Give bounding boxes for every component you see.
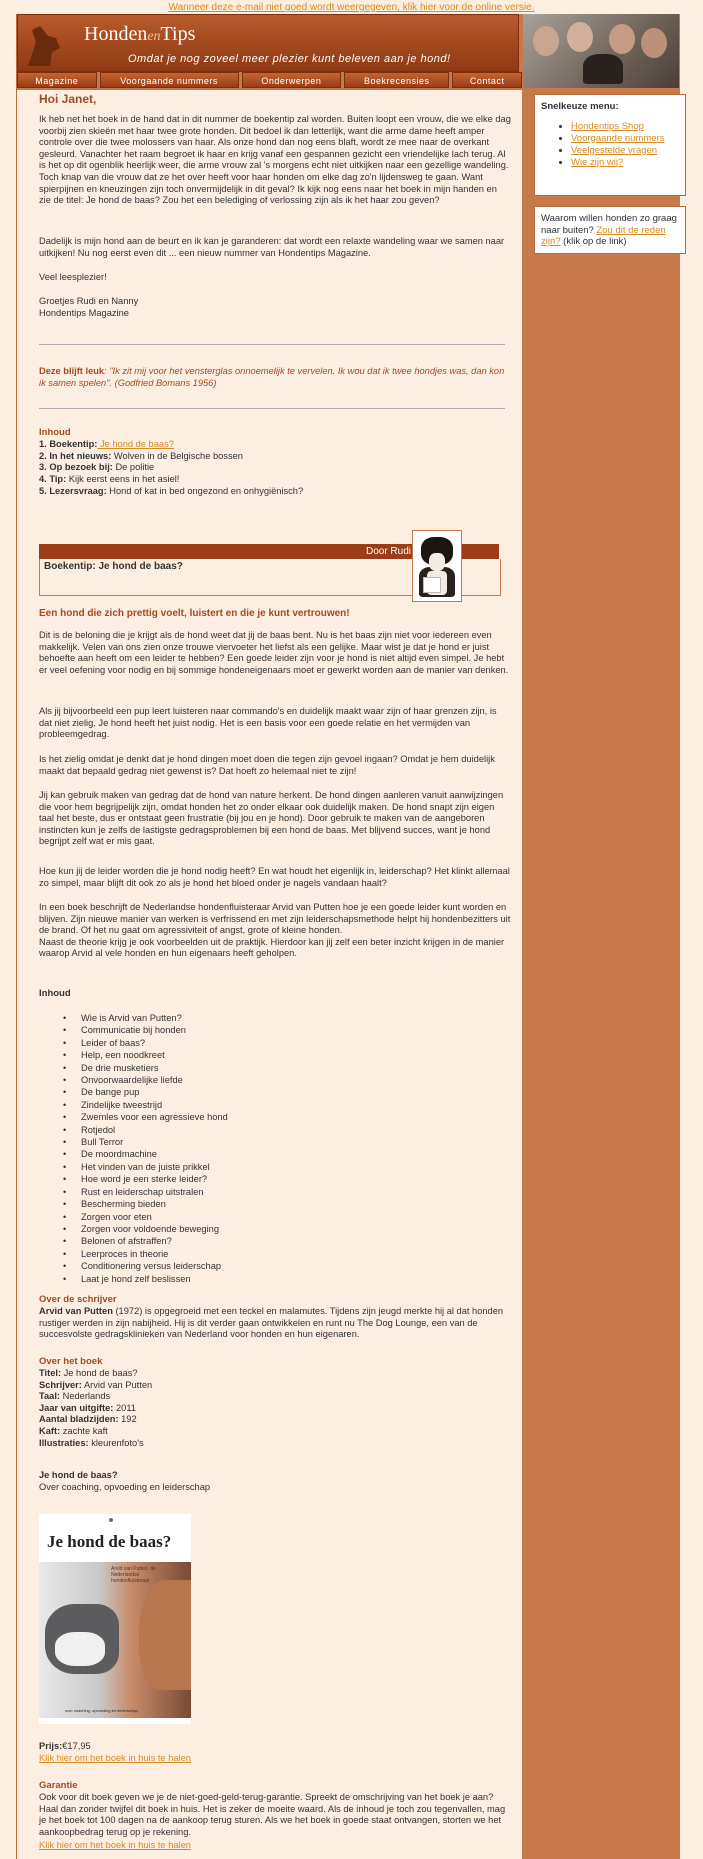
- intro-paragraph: Ik heb net het boek in de hand dat in dit nummer de boekentip zal worden. Buiten loopt een vrouw, die we elke dag voorbij zien skieën met haar twee grote honden. Dit bedoel ik dan letterlijk, want die arme dame heeft amper controle over die twee molossers van haar. Als onze hond dan nog eens blaft, wordt ze mee naar de overkant gesleurd. Vanachter het raam begroet ik haar en krijg vanaf een gespannen gezicht een vriendelijke lach terug. Al is het op dit ogenblik heerlijk weer, die arme vrouw zal 's morgens echt niet uitkijken naar een gezellige wandeling. Toch knap van die vrouw dat ze het over heeft voor haar honden om elke dag zo'n lijdensweg te gaan. Want spierpijnen en kneuzingen zijn toch onvermijdelijk in dit geval? Ik kijk nog eens naar het boek in mijn handen en zie de titel: Je hond de baas? Zou het een belediging of verlossing zijn als ik het haar zou geven?: [39, 114, 511, 206]
- list-item: • Help, een noodkreet: [81, 1049, 461, 1061]
- toc-item-label: 5. Lezersvraag:: [39, 485, 107, 496]
- online-version-link[interactable]: Wanneer deze e-mail niet goed wordt weergegeven, klik hier voor de online versie.: [168, 2, 535, 13]
- price-value: €17,95: [62, 1741, 91, 1751]
- why-outside-link[interactable]: Zou dit de reden zijn?: [541, 224, 666, 247]
- book-info-value: zachte kaft: [60, 1425, 108, 1436]
- contents-title: Inhoud: [39, 988, 71, 999]
- quick-menu-item: [571, 121, 679, 133]
- main-content: [17, 90, 522, 1859]
- quick-menu-title: Snelkeuze menu:: [541, 101, 619, 112]
- list-item: • Laat je hond zelf beslissen: [81, 1273, 461, 1285]
- list-item: • Bull Terror: [81, 1136, 461, 1148]
- list-item: • Belonen of afstraffen?: [81, 1235, 461, 1247]
- author-title: Over de schrijver: [39, 1294, 117, 1305]
- quick-menu-item: [571, 145, 679, 157]
- list-item: • Onvoorwaardelijke liefde: [81, 1074, 461, 1086]
- book-info-key: Aantal bladzijden:: [39, 1414, 119, 1425]
- divider: [39, 408, 505, 409]
- guarantee-title: Garantie: [39, 1780, 78, 1791]
- book-cover-title: Je hond de baas?: [47, 1532, 172, 1551]
- book-info-row: [39, 1403, 511, 1415]
- list-item: • Zindelijke tweestrijd: [81, 1099, 461, 1111]
- contents-list: [81, 1012, 461, 1285]
- main-nav: [17, 72, 522, 88]
- book-info-list: [39, 1368, 511, 1449]
- list-item: • Zorgen voor eten: [81, 1211, 461, 1223]
- quick-menu-link-previous[interactable]: Voorgaande nummers: [571, 132, 665, 144]
- book-info-row: [39, 1438, 511, 1450]
- toc-item: [39, 451, 511, 463]
- toc-item-text: Kijk eerst eens in het asiel!: [66, 474, 180, 485]
- why-outside-box: [534, 206, 686, 254]
- list-item: • Rotjedol: [81, 1124, 461, 1136]
- toc-link-book-tip[interactable]: Je hond de baas?: [97, 439, 174, 449]
- toc-item-text: De politie: [112, 462, 155, 473]
- quick-menu-box: [534, 94, 686, 196]
- list-item: • Bescherming bieden: [81, 1198, 461, 1210]
- list-item: • Het vinden van de juiste prikkel: [81, 1161, 461, 1173]
- toc-item: [39, 474, 511, 486]
- why-outside-text: Waarom willen honden zo graag naar buiten?: [541, 213, 677, 236]
- book-info-value: Je hond de baas?: [61, 1368, 138, 1378]
- quote-text: : "Ik zit mij voor het vensterglas onnoemelijk te vervelen. Ik wou dat ik twee hondjes was, dan kon ik samen spelen". (Godfried Bomans 1956): [39, 366, 505, 388]
- book-info-value: Arvid van Putten: [81, 1379, 153, 1390]
- price-label: Prijs:: [39, 1741, 63, 1751]
- quick-menu-link-about[interactable]: Wie zijn wij?: [571, 156, 624, 168]
- list-item: • De drie musketiers: [81, 1062, 461, 1074]
- quick-menu-item: [571, 157, 679, 169]
- book-cover-text: Arvid van Putten, de Nederlandse hondenfluisteraar: [111, 1566, 157, 1584]
- list-item: • De moordmachine: [81, 1148, 461, 1160]
- book-author-label: Door Rudi: [365, 546, 411, 557]
- quote-label: Deze blijft leuk: [39, 366, 105, 376]
- divider: [39, 344, 505, 345]
- book-subhead: Je hond de baas?: [39, 1470, 118, 1480]
- book-info-row: [39, 1414, 511, 1426]
- book-tip-title: Boekentip: Je hond de baas?: [44, 561, 183, 572]
- quick-menu-link-shop[interactable]: Hondentips Shop: [571, 120, 644, 132]
- author-name: Arvid van Putten: [39, 1306, 113, 1316]
- logo-title: [84, 23, 195, 46]
- quick-menu-list: [541, 121, 679, 169]
- article-title: Een hond die zich prettig voelt, luistert en die je kunt vertrouwen!: [39, 608, 350, 619]
- header-banner: [17, 14, 519, 72]
- why-outside-hint: (klik op de link): [560, 236, 627, 247]
- toc-item-label: 1. Boekentip:: [39, 439, 98, 449]
- signature-line: Groetjes Rudi en Nanny: [39, 296, 139, 306]
- book-subline: Over coaching, opvoeding en leiderschap: [39, 1482, 211, 1492]
- book-info-row: [39, 1426, 511, 1438]
- header-photo: [523, 14, 679, 88]
- logo-title-en: en: [147, 29, 161, 44]
- book-info-row: [39, 1380, 511, 1392]
- list-item: • Wie is Arvid van Putten?: [81, 1012, 461, 1024]
- logo-title-part: Honden: [84, 23, 148, 45]
- toc-item: [39, 439, 511, 451]
- guarantee-text: Ook voor dit boek geven we je de niet-goed-geld-terug-garantie. Spreekt de omschrijving van het boek je aan? Haal dan zonder twijfel dit boek in huis. Het is zeker de moeite waard. Als de inhoud je toch zou tegenvallen, mag je het boek tot 100 dagen na de aankoop terug sturen. Als we het boek in goede staat ontvangen, storten we het aankoopbedrag terug op je rekening.: [39, 1792, 506, 1837]
- nav-magazine[interactable]: Magazine: [17, 72, 97, 88]
- author-paragraph: [39, 1306, 511, 1341]
- book-info-value: 2011: [113, 1402, 136, 1413]
- book-info-row: [39, 1391, 511, 1403]
- book-info-key: Illustraties:: [39, 1437, 89, 1448]
- article-paragraph: Als jij bijvoorbeeld een pup leert luisteren naar commando's en duidelijk maakt waar zijn of haar grenzen zijn, is dat niet zielig. Je hond heeft het juist nodig. Het is een basis voor een goede relatie en het vermijden van probleemgedrag.: [39, 706, 497, 740]
- buy-link-wrap: [39, 1840, 511, 1852]
- price-line: [39, 1741, 511, 1753]
- toc-list: [39, 439, 511, 498]
- book-cover-image: [39, 1514, 191, 1724]
- nav-contact[interactable]: Contact: [452, 72, 522, 88]
- toc-item: [39, 486, 511, 498]
- dog-logo-icon: [26, 22, 62, 68]
- book-info-key: Taal:: [39, 1391, 61, 1402]
- list-item: • Hoe word je een sterke leider?: [81, 1173, 461, 1185]
- slogan: Omdat je nog zoveel meer plezier kunt beleven aan je hond!: [128, 53, 451, 65]
- article-paragraph: Is het zielig omdat je denkt dat je hond dingen moet doen die tegen zijn gevoel ingaan? Omdat je hem duidelijk maakt dat bepaald gedrag niet gewenst is? Dat hoeft zo helemaal niet te zijn!: [39, 754, 495, 776]
- article-paragraph: Jij kan gebruik maken van gedrag dat de hond van nature herkent. De hond dingen aanleren vanuit aanwijzingen die voor hem begrijpelijk zijn, omdat honden het zo onder elkaar ook duidelijk maken. De hond snapt zijn eigen taal het beste, dus er ontstaat geen frustratie (bij jou en je hond). Door gebruik te maken van de aangeboren instincten kun je zelfs de lastigste gedragsproblemen bij een hond de baas. Met blijvend succes, want je hond begrijpt zelf wat er mis gaat.: [39, 790, 504, 847]
- book-cover-subtitle: over coaching, opvoeding en leiderschap: [65, 1708, 138, 1713]
- signature-line: Hondentips Magazine: [39, 308, 129, 318]
- book-info-value: kleurenfoto's: [88, 1437, 144, 1448]
- intro-paragraph: Veel leesplezier!: [39, 272, 107, 282]
- greeting: Hoi Janet,: [39, 92, 97, 106]
- book-info-title: Over het boek: [39, 1356, 103, 1367]
- quote: [39, 366, 511, 389]
- quick-menu-item: [571, 133, 679, 145]
- list-item: • De bange pup: [81, 1086, 461, 1098]
- nav-previous-issues[interactable]: Voorgaande nummers: [100, 72, 239, 88]
- toc-item-label: 2. In het nieuws:: [39, 450, 112, 461]
- toc-title: Inhoud: [39, 427, 71, 438]
- article-paragraph: In een boek beschrijft de Nederlandse hondenfluisteraar Arvid van Putten hoe je een goede leider kunt worden en blijven. Zijn nieuwe manier van werken is verfrissend en met zijn leiderschapsmethode helpt hij hondenbezitters uit de brand. Of het nu gaat om agressiviteit of angst, grote of kleine honden. Naast de theorie krijg je ook voorbeelden uit de praktijk. Hierdoor kan jij zelf een beter inzicht krijgen in de manier waarop Arvid al vele honden en hun eigenaars heeft geholpen.: [39, 902, 511, 959]
- buy-book-link[interactable]: Klik hier om het boek in huis te halen: [39, 1753, 191, 1763]
- list-item: • Zorgen voor voldoende beweging: [81, 1223, 461, 1235]
- article-paragraph: Dit is de beloning die je krijgt als de hond weet dat jij de baas bent. Nu is het baas zijn niet voor iedereen even makkelijk. Velen van ons zien onze trouwe viervoeter het liefst als een gelijke. Maar wist je dat je hond er juist behoefte aan heeft om een leider te hebben? Een goede leider zijn voor je hond is niet altijd even simpel. Je hebt er veel oefening voor nodig en bij sommige hondeneigenaars moet er gewerkt worden aan de manier van denken.: [39, 630, 509, 675]
- buy-link-wrap: [39, 1753, 511, 1765]
- list-item: • Zwemles voor een agressieve hond: [81, 1111, 461, 1123]
- article-paragraph: Hoe kun jij de leider worden die je hond nodig heeft? En wat houdt het eigenlijk in, leiderschap? Het klinkt allemaal zo simpel, maar blijft dit ook zo als je hond het bloed onder je nagels vandaan haalt?: [39, 866, 510, 888]
- toc-item-text: Wolven in de Belgische bossen: [111, 450, 243, 461]
- page-container: [16, 14, 680, 1859]
- toc-item-label: 3. Op bezoek bij:: [39, 462, 113, 473]
- list-item: • Communicatie bij honden: [81, 1024, 461, 1036]
- buy-book-link-bottom[interactable]: Klik hier om het boek in huis te halen: [39, 1840, 191, 1850]
- dog-mascot-image: [412, 530, 462, 602]
- toc-item: [39, 462, 511, 474]
- nav-topics[interactable]: Onderwerpen: [242, 72, 341, 88]
- author-bio: (1972) is opgegroeid met een teckel en malamutes. Tijdens zijn jeugd merkte hij al dat honden rustiger werden in zijn nabijheid. Hij is dit verder gaan ontwikkelen en runt nu The Dog Lounge, een van de succesvolste gedragsklinieken van Nederland voor honden en hun eigenaren.: [39, 1306, 504, 1340]
- nav-book-reviews[interactable]: Boekrecensies: [344, 72, 449, 88]
- book-info-key: Titel:: [39, 1368, 62, 1378]
- book-info-value: 192: [118, 1414, 137, 1425]
- toc-item-label: 4. Tip:: [39, 474, 67, 485]
- book-info-key: Jaar van uitgifte:: [39, 1402, 114, 1413]
- list-item: • Rust en leiderschap uitstralen: [81, 1186, 461, 1198]
- intro-paragraph: Dadelijk is mijn hond aan de beurt en ik kan je garanderen: dat wordt een relaxte wandeling waar we samen naar uitkijken! Nu nog eerst even dit ... een nieuw nummer van Hondentips Magazine.: [39, 236, 505, 258]
- book-info-value: Nederlands: [60, 1391, 111, 1402]
- list-item: • Conditionering versus leiderschap: [81, 1260, 461, 1272]
- quick-menu-link-faq[interactable]: Veelgestelde vragen: [571, 144, 658, 156]
- book-info-key: Kaft:: [39, 1425, 61, 1436]
- logo-title-part: Tips: [160, 23, 196, 45]
- book-info-row: [39, 1368, 511, 1380]
- list-item: • Leider of baas?: [81, 1037, 461, 1049]
- toc-item-text: Hond of kat in bed ongezond en onhygiënisch?: [106, 485, 304, 496]
- book-info-key: Schrijver:: [39, 1379, 82, 1390]
- list-item: • Leerproces in theorie: [81, 1248, 461, 1260]
